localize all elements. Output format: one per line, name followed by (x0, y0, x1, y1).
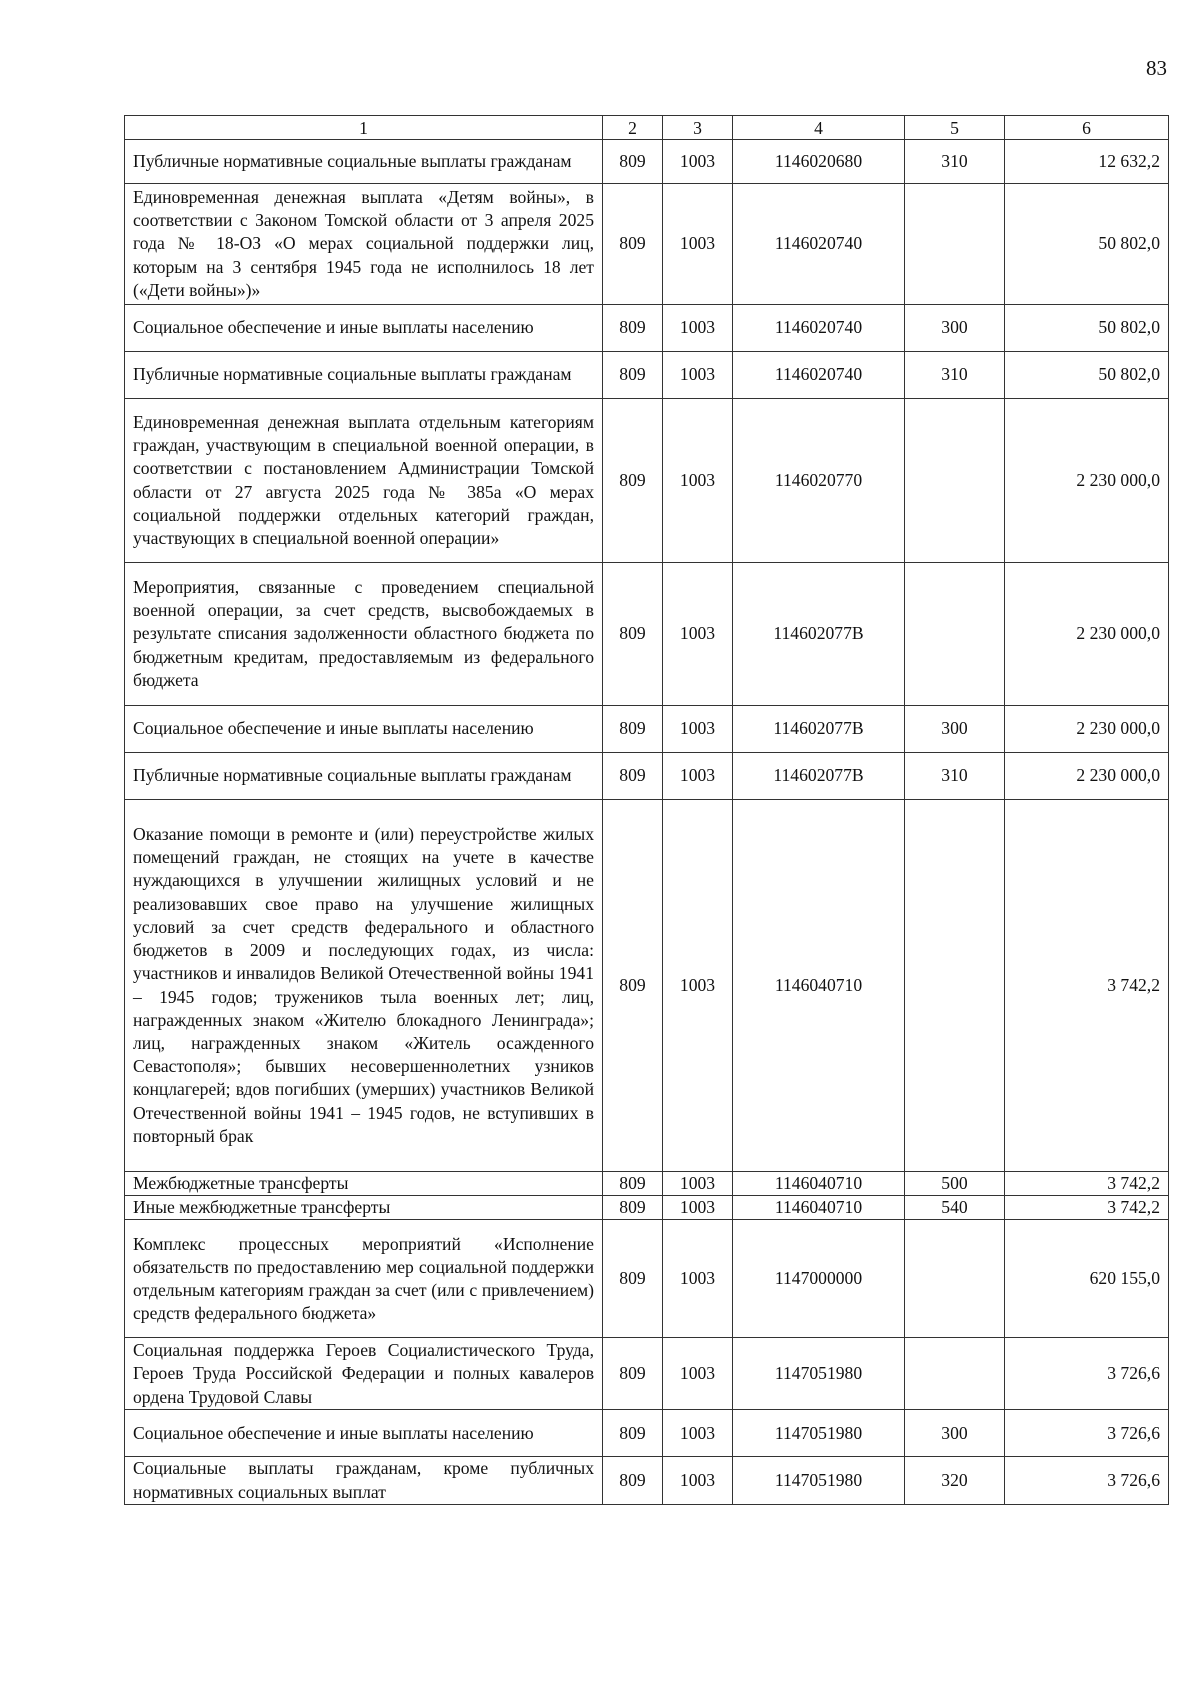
table-row (125, 1338, 1169, 1410)
row-ministry-code: 809 (603, 140, 663, 184)
row-amount: 3 726,6 (1005, 1338, 1169, 1410)
row-target-code: 1147000000 (733, 1220, 905, 1338)
row-amount: 2 230 000,0 (1005, 753, 1169, 800)
row-amount: 2 230 000,0 (1005, 399, 1169, 563)
row-amount: 3 742,2 (1005, 800, 1169, 1172)
table-row (125, 563, 1169, 706)
row-description: Социальная поддержка Героев Социалистического Труда, Героев Труда Российской Федерации и полных кавалеров ордена Трудовой Славы (125, 1338, 603, 1410)
row-section-code: 1003 (663, 1457, 733, 1504)
row-expense-type (905, 1338, 1005, 1410)
column-header-3: 3 (663, 116, 733, 140)
row-description: Комплекс процессных мероприятий «Исполнение обязательств по предоставлению мер социальной поддержки отдельным категориям граждан за счет (или с привлечением) средств федерального бюджета» (125, 1220, 603, 1338)
row-ministry-code: 809 (603, 1220, 663, 1338)
row-expense-type: 310 (905, 753, 1005, 800)
row-expense-type: 300 (905, 1410, 1005, 1457)
row-target-code: 1146020770 (733, 399, 905, 563)
table-row (125, 184, 1169, 305)
table-row (125, 352, 1169, 399)
table-row (125, 1196, 1169, 1220)
column-header-5: 5 (905, 116, 1005, 140)
row-description: Социальное обеспечение и иные выплаты населению (125, 1410, 603, 1457)
row-target-code: 1146020740 (733, 184, 905, 305)
budget-table (124, 115, 1169, 1505)
row-target-code: 1146020740 (733, 352, 905, 399)
row-section-code: 1003 (663, 800, 733, 1172)
row-expense-type: 310 (905, 352, 1005, 399)
row-section-code: 1003 (663, 706, 733, 753)
row-section-code: 1003 (663, 1196, 733, 1220)
row-target-code: 1147051980 (733, 1410, 905, 1457)
row-description: Социальные выплаты гражданам, кроме публичных нормативных социальных выплат (125, 1457, 603, 1504)
table-row (125, 753, 1169, 800)
row-ministry-code: 809 (603, 1410, 663, 1457)
row-ministry-code: 809 (603, 184, 663, 305)
row-target-code: 1146020680 (733, 140, 905, 184)
row-ministry-code: 809 (603, 1196, 663, 1220)
column-header-2: 2 (603, 116, 663, 140)
row-expense-type: 300 (905, 305, 1005, 352)
row-ministry-code: 809 (603, 399, 663, 563)
table-row (125, 140, 1169, 184)
table-row (125, 1172, 1169, 1196)
row-amount: 620 155,0 (1005, 1220, 1169, 1338)
row-target-code: 1146020740 (733, 305, 905, 352)
table-row (125, 1220, 1169, 1338)
table-row (125, 399, 1169, 563)
row-section-code: 1003 (663, 1172, 733, 1196)
column-header-1: 1 (125, 116, 603, 140)
row-description: Социальное обеспечение и иные выплаты населению (125, 706, 603, 753)
row-section-code: 1003 (663, 1410, 733, 1457)
row-ministry-code: 809 (603, 753, 663, 800)
row-section-code: 1003 (663, 563, 733, 706)
row-amount: 3 742,2 (1005, 1196, 1169, 1220)
row-section-code: 1003 (663, 1220, 733, 1338)
row-amount: 3 726,6 (1005, 1410, 1169, 1457)
row-expense-type: 320 (905, 1457, 1005, 1504)
row-description: Иные межбюджетные трансферты (125, 1196, 603, 1220)
row-expense-type: 500 (905, 1172, 1005, 1196)
table-row (125, 800, 1169, 1172)
column-header-6: 6 (1005, 116, 1169, 140)
row-section-code: 1003 (663, 399, 733, 563)
row-amount: 50 802,0 (1005, 184, 1169, 305)
row-amount: 50 802,0 (1005, 352, 1169, 399)
row-expense-type (905, 1220, 1005, 1338)
row-amount: 2 230 000,0 (1005, 706, 1169, 753)
row-expense-type (905, 563, 1005, 706)
row-amount: 12 632,2 (1005, 140, 1169, 184)
row-amount: 2 230 000,0 (1005, 563, 1169, 706)
row-target-code: 114602077В (733, 706, 905, 753)
row-description: Единовременная денежная выплата «Детям войны», в соответствии с Законом Томской области от 3 апреля 2025 года № 18-ОЗ «О мерах социальной поддержки лиц, которым на 3 сентября 1945 года не исполнилось 18 лет («Дети войны»)» (125, 184, 603, 305)
row-target-code: 1146040710 (733, 800, 905, 1172)
table-row (125, 1410, 1169, 1457)
row-ministry-code: 809 (603, 305, 663, 352)
column-header-4: 4 (733, 116, 905, 140)
row-description: Мероприятия, связанные с проведением специальной военной операции, за счет средств, высвобождаемых в результате списания задолженности областного бюджета по бюджетным кредитам, предоставляемым из федерального бюджета (125, 563, 603, 706)
row-target-code: 1147051980 (733, 1338, 905, 1410)
row-section-code: 1003 (663, 305, 733, 352)
row-section-code: 1003 (663, 1338, 733, 1410)
row-expense-type: 310 (905, 140, 1005, 184)
row-section-code: 1003 (663, 352, 733, 399)
row-expense-type: 300 (905, 706, 1005, 753)
table-row (125, 305, 1169, 352)
row-ministry-code: 809 (603, 352, 663, 399)
table-row (125, 1457, 1169, 1504)
row-section-code: 1003 (663, 184, 733, 305)
row-ministry-code: 809 (603, 706, 663, 753)
page-number: 83 (1146, 56, 1167, 80)
row-amount: 3 742,2 (1005, 1172, 1169, 1196)
row-target-code: 1147051980 (733, 1457, 905, 1504)
row-expense-type (905, 184, 1005, 305)
row-description: Межбюджетные трансферты (125, 1172, 603, 1196)
row-description: Публичные нормативные социальные выплаты гражданам (125, 753, 603, 800)
row-description: Публичные нормативные социальные выплаты гражданам (125, 140, 603, 184)
row-description: Единовременная денежная выплата отдельным категориям граждан, участвующим в специальной военной операции, в соответствии с постановлением Администрации Томской области от 27 августа 2025 года № 385а «О мерах социальной поддержки отдельных категорий граждан, участвующих в специальной военной операции» (125, 399, 603, 563)
table-header-row (125, 116, 1169, 140)
row-description: Оказание помощи в ремонте и (или) переустройстве жилых помещений граждан, не стоящих на учете в качестве нуждающихся в улучшении жилищных условий и не реализовавших свое право на улучшение жилищных условий за счет средств федерального и областного бюджетов в 2009 и последующих годах, из числа: участников и инвалидов Великой Отечественной войны 1941 – 1945 годов; тружеников тыла военных лет; лиц, награжденных знаком «Жителю блокадного Ленинграда»; лиц, награжденных знаком «Житель осажденного Севастополя»; бывших несовершеннолетних узников концлагерей; вдов погибших (умерших) участников Великой Отечественной войны 1941 – 1945 годов, не вступивших в повторный брак (125, 800, 603, 1172)
row-target-code: 114602077В (733, 753, 905, 800)
row-target-code: 1146040710 (733, 1196, 905, 1220)
row-expense-type: 540 (905, 1196, 1005, 1220)
row-section-code: 1003 (663, 753, 733, 800)
row-expense-type (905, 800, 1005, 1172)
row-target-code: 114602077В (733, 563, 905, 706)
row-description: Социальное обеспечение и иные выплаты населению (125, 305, 603, 352)
row-ministry-code: 809 (603, 563, 663, 706)
row-section-code: 1003 (663, 140, 733, 184)
row-amount: 50 802,0 (1005, 305, 1169, 352)
row-expense-type (905, 399, 1005, 563)
table-row (125, 706, 1169, 753)
row-amount: 3 726,6 (1005, 1457, 1169, 1504)
row-ministry-code: 809 (603, 800, 663, 1172)
row-ministry-code: 809 (603, 1172, 663, 1196)
row-target-code: 1146040710 (733, 1172, 905, 1196)
row-ministry-code: 809 (603, 1338, 663, 1410)
row-description: Публичные нормативные социальные выплаты гражданам (125, 352, 603, 399)
row-ministry-code: 809 (603, 1457, 663, 1504)
